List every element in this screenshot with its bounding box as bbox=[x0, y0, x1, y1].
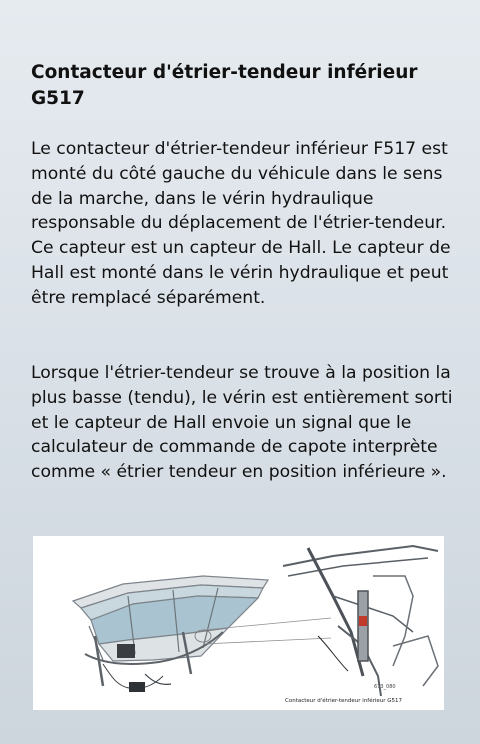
figure-code: 673_080 bbox=[374, 684, 396, 690]
control-unit-box bbox=[117, 644, 135, 658]
paragraph-1: Le contacteur d'étrier-tendeur inférieur F517 est monté du côté gauche du véhicule dans le sens de la marche, dans le vérin hydraulique responsable du déplacement de l'étrier-tendeur. Ce capteur est un capteur de Hall. Le capteur de Hall est monté dans le vérin hydraulique et peut être remplacé séparément. bbox=[31, 139, 451, 308]
paragraph-2: Lorsque l'étrier-tendeur se trouve à la position la plus basse (tendu), le vérin est entièrement sorti et le capteur de Hall envoie un signal que le calculateur de commande de capote interprète comme « étrier tendeur en position inférieure ». bbox=[31, 363, 453, 483]
section-title: Contacteur d'étrier-tendeur inférieur G517 bbox=[31, 62, 418, 109]
figure-caption: Contacteur d'étrier-tendeur inférieur G517 bbox=[285, 698, 403, 704]
illustration-figure bbox=[33, 536, 444, 710]
hydraulic-cylinder-detail bbox=[283, 546, 438, 696]
roof-frame-drawing bbox=[73, 576, 268, 689]
connector-block bbox=[129, 682, 145, 692]
zoom-line-lower bbox=[203, 638, 331, 644]
